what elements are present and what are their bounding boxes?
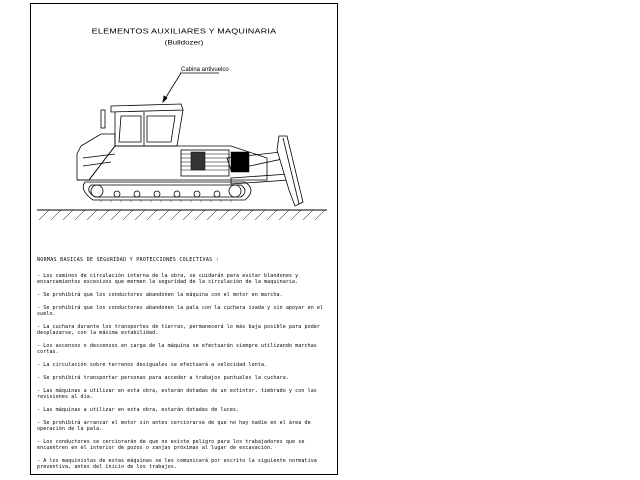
dozer-blade (277, 136, 303, 206)
note-item: - Los conductores se cerciorarán de que no existe peligro para los trabajadores que se encuentren en el interior de pozos o zanjas próximas al lugar de excavación. (37, 439, 305, 451)
bulldozer-drawing (31, 54, 339, 244)
callout-label: Cabina antivuelco (181, 67, 229, 73)
engine-hood (77, 134, 115, 180)
note-item: - A los maquinistas de estas máquinas se les comunicará por escrito la siguiente normativa preventiva, antes del inicio de los trabajos. (37, 458, 317, 470)
hood-line-1 (83, 154, 115, 158)
notes-heading: NORMAS BASICAS DE SEGURIDAD Y PROTECCIONES COLECTIVAS : (37, 257, 220, 263)
note-item: - Las máquinas a utilizar en esta obra, estarán dotadas de luces. (37, 407, 240, 413)
track-rollers (91, 185, 241, 197)
drawing-sheet (30, 3, 338, 475)
engine-detail (181, 152, 249, 172)
note-item: - Los caminos de circulación interna de la obra, se cuidarán para evitar blandones y encarcamientos excesivos que mermen la seguridad de la circulación de la maquinaria. (37, 273, 299, 285)
cabin-window-front (119, 116, 141, 142)
cabin-window-rear (147, 116, 175, 142)
ground-hatch (39, 210, 325, 220)
note-item: - Los ascensos o descensos en carga de la máquina se efectuarán siempre utilizando marchas cortas. (37, 343, 317, 355)
page-subtitle: (Bulldozer) (164, 38, 204, 47)
note-item: - Las máquinas a utilizar en esta obra, estarán dotadas de un extintor, timbrado y con las revisiones al día. (37, 388, 317, 400)
push-arm (231, 174, 289, 184)
note-item: - Se prohibirá transportar personas para acceder a trabajos puntuales la cuchara. (37, 375, 289, 381)
note-item: - La circulación sobre terrenos desiguales se efectuará a velocidad lenta. (37, 362, 268, 368)
exhaust-stack (101, 110, 105, 128)
note-item: - Se prohibirá que los conductores abandonen la máquina con el motor en marcha. (37, 292, 283, 298)
track-inner (89, 185, 245, 197)
page-title: ELEMENTOS AUXILIARES Y MAQUINARIA (91, 26, 277, 36)
note-item: - La cuchara durante los transportes de tierras, permanecerá lo más baja posible para poder desplazarse, con la máxima estabilidad. (37, 324, 321, 336)
safety-notes (37, 257, 333, 477)
note-item: - Se prohibirá arrancar el motor sin antes cerciorarse de que no hay nadie en el área de operación de la pala. (37, 420, 311, 432)
cabin-roof (111, 104, 183, 112)
hood-line-2 (83, 162, 111, 166)
note-item: - Se prohibirá que los conductores abandonen la pala con la cuchara izada y sin apoyar en el suelo. (37, 305, 324, 317)
